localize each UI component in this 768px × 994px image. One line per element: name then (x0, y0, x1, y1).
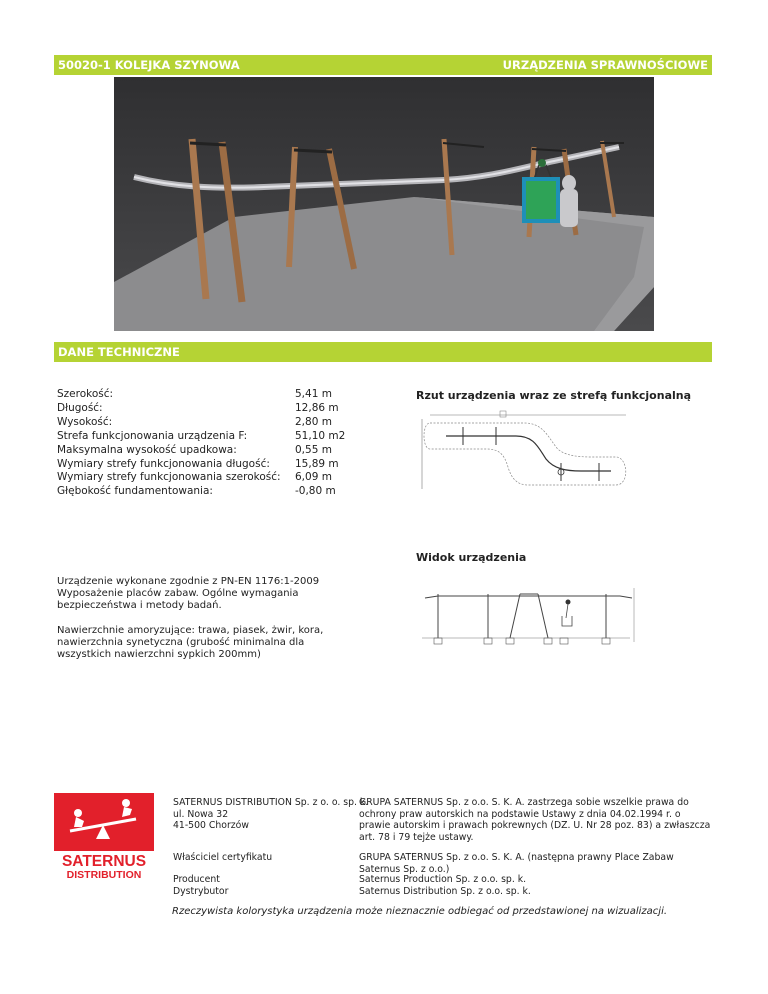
spec-value: -0,80 m (295, 485, 336, 498)
spec-row (57, 402, 345, 416)
spec-label: Długość: (57, 401, 103, 414)
distributor-label: Dystrybutor (173, 886, 229, 897)
spec-row (57, 471, 345, 485)
certificate-owner-value: GRUPA SATERNUS Sp. z o.o. S. K. A. (następna prawny Place Zabaw Saternus Sp. z o.o.) (359, 852, 674, 875)
surface-text: Nawierzchnie amoryzujące: trawa, piasek, żwir, kora, nawierzchnia synetyczna (grubość minimalna dla wszystkich nawierzchni sypkich 200mm) (57, 625, 324, 661)
disclaimer: Rzeczywista kolorystyka urządzenia może nieznacznie odbiegać od przedstawionej na wizualizacji. (172, 906, 668, 917)
spec-row (57, 430, 345, 444)
spec-value: 51,10 m2 (295, 429, 346, 442)
product-title: 50020-1 KOLEJKA SZYNOWA (58, 58, 240, 72)
spec-row (57, 485, 345, 499)
spec-row (57, 458, 345, 472)
spec-label: Wysokość: (57, 415, 113, 428)
logo-text-distribution: DISTRIBUTION (66, 869, 142, 881)
section-bar (54, 342, 712, 362)
side-view-drawing (420, 580, 652, 650)
spec-label: Wymiary strefy funkcjonowania długość: (57, 457, 270, 470)
view-heading: Widok urządzenia (416, 551, 527, 564)
spec-value: 2,80 m (295, 415, 332, 428)
spec-value: 15,89 m (295, 457, 339, 470)
spec-value: 5,41 m (295, 388, 332, 400)
spec-label: Głębokość fundamentowania: (57, 485, 213, 498)
spec-label: Szerokość: (57, 388, 114, 400)
company-name: SATERNUS DISTRIBUTION Sp. z o. o. sp. k. (173, 797, 369, 808)
spec-value: 0,55 m (295, 443, 332, 456)
product-render (114, 77, 654, 331)
saternus-logo (54, 793, 154, 881)
spec-row (57, 444, 345, 458)
header-bar (54, 55, 712, 75)
copyright-notice: GRUPA SATERNUS Sp. z o.o. S. K. A. zastrzega sobie wszelkie prawa do ochrony praw autorskich na podstawie Ustawy z dnia 04.02.1994 r. o prawie autorskim i prawach pokrewnych (DZ. U. Nr 28 poz. 83) a zwłaszcza art. 78 i 79 tejże ustawy. (359, 797, 711, 843)
logo-text-saternus: SATERNUS (61, 853, 147, 870)
producer-value: Saternus Production Sp. z o.o. sp. k. (359, 874, 527, 885)
company-address (173, 797, 368, 832)
spec-row (57, 416, 345, 430)
spec-value: 12,86 m (295, 401, 339, 414)
specs-table (57, 388, 345, 499)
category-label: URZĄDZENIA SPRAWNOŚCIOWE (502, 58, 708, 72)
certificate-owner-label: Właściciel certyfikatu (173, 852, 273, 863)
spec-label: Strefa funkcjonowania urządzenia F: (57, 429, 248, 442)
distributor-value: Saternus Distribution Sp. z o.o. sp. k. (359, 886, 531, 897)
spec-value: 6,09 m (295, 471, 332, 484)
spec-label: Maksymalna wysokość upadkowa: (57, 443, 237, 456)
company-city: 41-500 Chorzów (173, 820, 249, 832)
spec-label: Wymiary strefy funkcjonowania szerokość: (57, 471, 281, 484)
spec-row (57, 388, 345, 402)
plan-drawing (416, 409, 641, 499)
company-street: ul. Nowa 32 (173, 808, 229, 820)
plan-heading: Rzut urządzenia wraz ze strefą funkcjonalną (416, 389, 692, 402)
norm-text: Urządzenie wykonane zgodnie z PN-EN 1176:1-2009 Wyposażenie placów zabaw. Ogólne wymagania bezpieczeństwa i metody badań. (57, 576, 320, 612)
producer-label: Producent (173, 874, 220, 885)
section-title: DANE TECHNICZNE (58, 345, 180, 359)
